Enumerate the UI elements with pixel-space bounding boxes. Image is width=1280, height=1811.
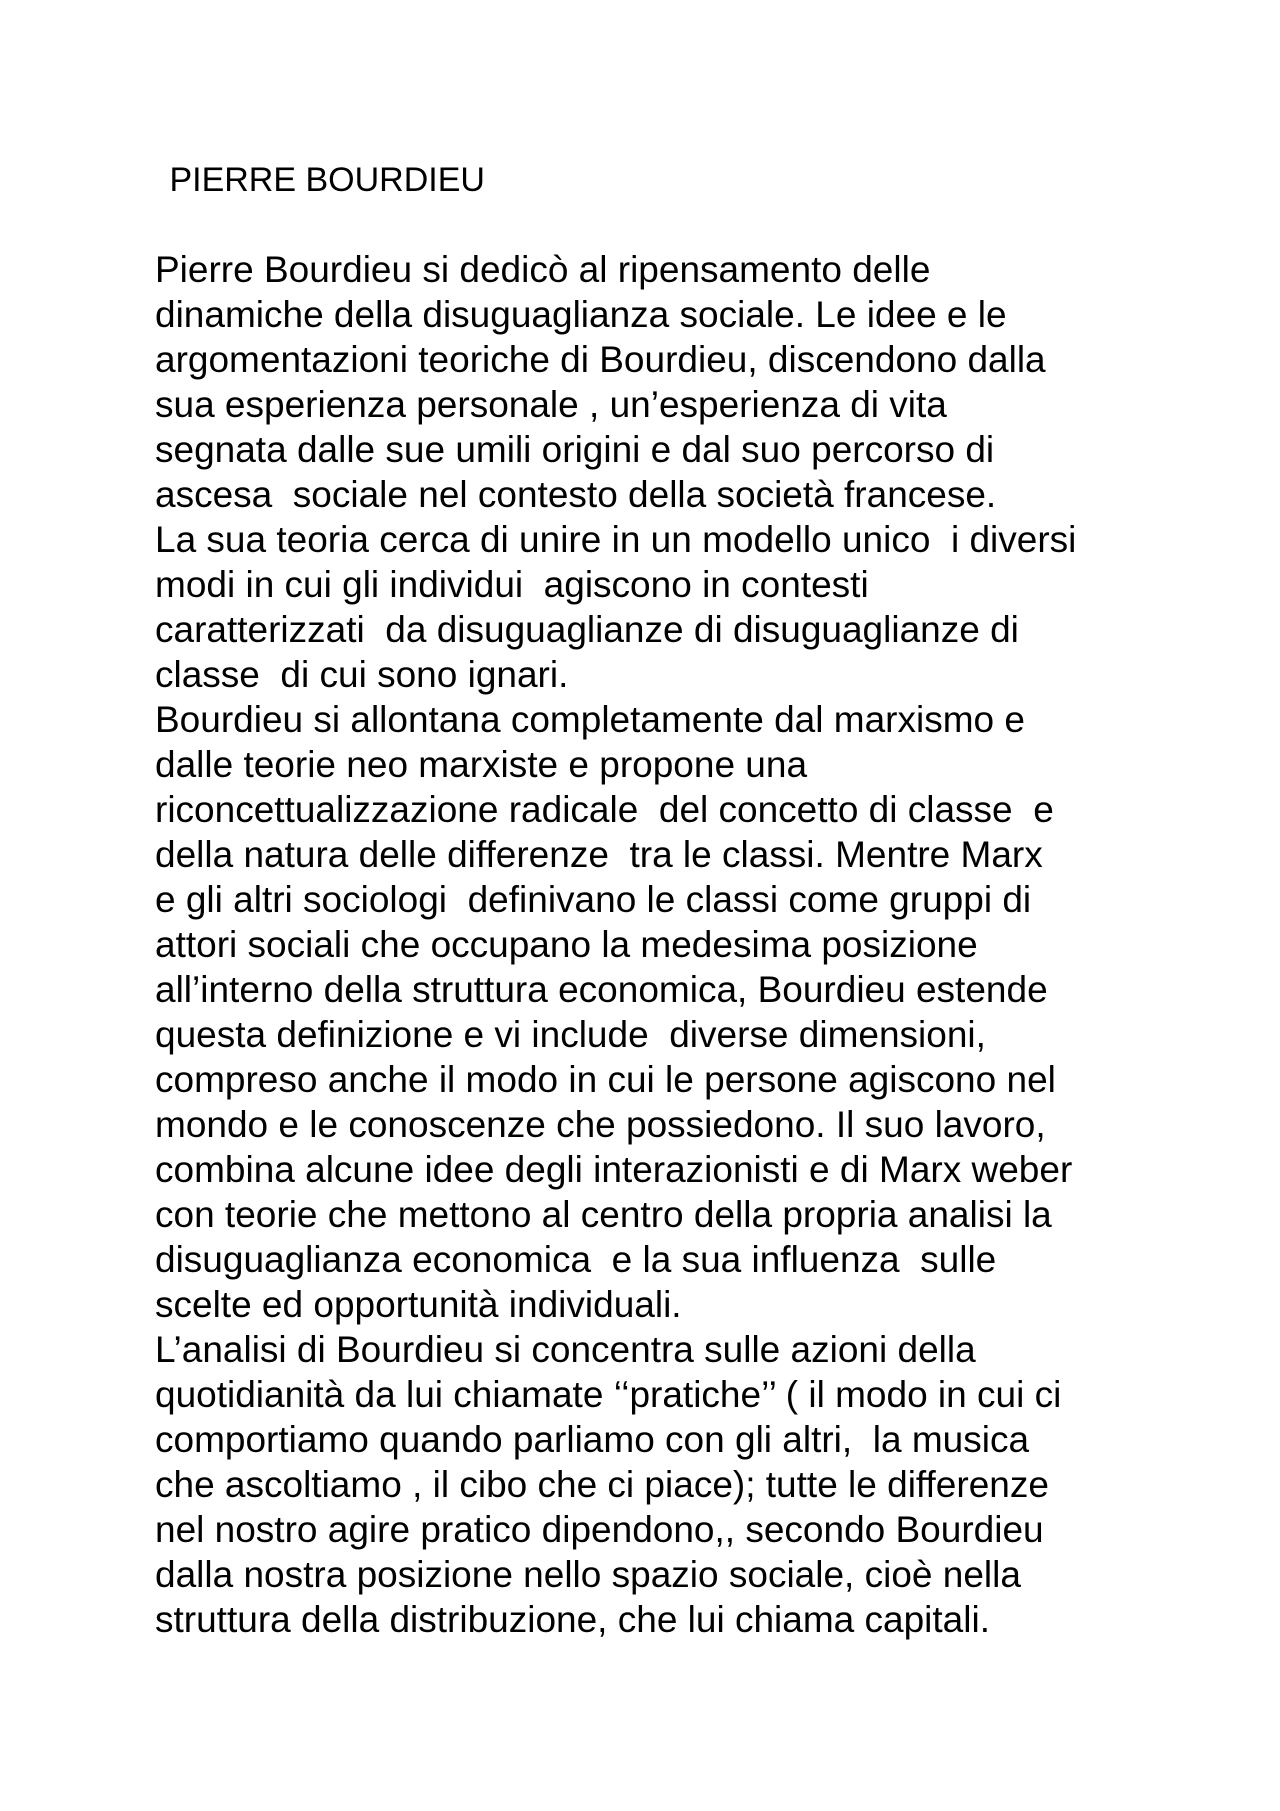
text-line: dalle teorie neo marxiste e propone una xyxy=(155,744,808,785)
document-title: PIERRE BOURDIEU xyxy=(160,161,485,199)
text-line: La sua teoria cerca di unire in un modello unico i diversi xyxy=(155,519,1077,560)
text-line: dinamiche della disuguaglianza sociale. Le idee e le xyxy=(155,294,1007,335)
text-line: sua esperienza personale , un’esperienza di vita xyxy=(155,384,947,425)
text-line: scelte ed opportunità individuali. xyxy=(155,1284,682,1325)
text-line: e gli altri sociologi definivano le classi come gruppi di xyxy=(155,879,1032,920)
text-line: segnata dalle sue umili origini e dal suo percorso di xyxy=(155,429,995,470)
text-line: attori sociali che occupano la medesima posizione xyxy=(155,924,978,965)
text-line: mondo e le conoscenze che possiedono. Il suo lavoro, xyxy=(155,1104,1046,1145)
text-line: Bourdieu si allontana completamente dal marxismo e xyxy=(155,699,1025,740)
text-line: della natura delle differenze tra le classi. Mentre Marx xyxy=(155,834,1043,875)
text-line: riconcettualizzazione radicale del concetto di classe e xyxy=(155,789,1054,830)
text-line: quotidianità da lui chiamate ‘‘pratiche’’ ( il modo in cui ci xyxy=(155,1374,1062,1415)
text-line: Pierre Bourdieu si dedicò al ripensamento delle xyxy=(155,249,931,290)
text-line: argomentazioni teoriche di Bourdieu, discendono dalla xyxy=(155,339,1046,380)
text-line: combina alcune idee degli interazionisti e di Marx weber xyxy=(155,1149,1073,1190)
text-line: questa definizione e vi include diverse dimensioni, xyxy=(155,1014,986,1055)
text-line: comportiamo quando parliamo con gli altri, la musica xyxy=(155,1419,1030,1460)
text-line: nel nostro agire pratico dipendono,, secondo Bourdieu xyxy=(155,1509,1044,1550)
text-line: L’analisi di Bourdieu si concentra sulle azioni della xyxy=(155,1329,976,1370)
text-line: con teorie che mettono al centro della propria analisi la xyxy=(155,1194,1052,1235)
text-line: modi in cui gli individui agiscono in contesti xyxy=(155,564,869,605)
text-line: dalla nostra posizione nello spazio sociale, cioè nella xyxy=(155,1554,1021,1595)
text-line: struttura della distribuzione, che lui chiama capitali. xyxy=(155,1599,990,1640)
document-body xyxy=(155,247,1215,1642)
text-line: compreso anche il modo in cui le persone agiscono nel xyxy=(155,1059,1056,1100)
text-line: disuguaglianza economica e la sua influenza sulle xyxy=(155,1239,997,1280)
text-line: ascesa sociale nel contesto della società francese. xyxy=(155,474,997,515)
text-line: all’interno della struttura economica, Bourdieu estende xyxy=(155,969,1048,1010)
text-line: che ascoltiamo , il cibo che ci piace); tutte le differenze xyxy=(155,1464,1049,1505)
text-line: classe di cui sono ignari. xyxy=(155,654,569,695)
text-line: caratterizzati da disuguaglianze di disuguaglianze di xyxy=(155,609,1019,650)
